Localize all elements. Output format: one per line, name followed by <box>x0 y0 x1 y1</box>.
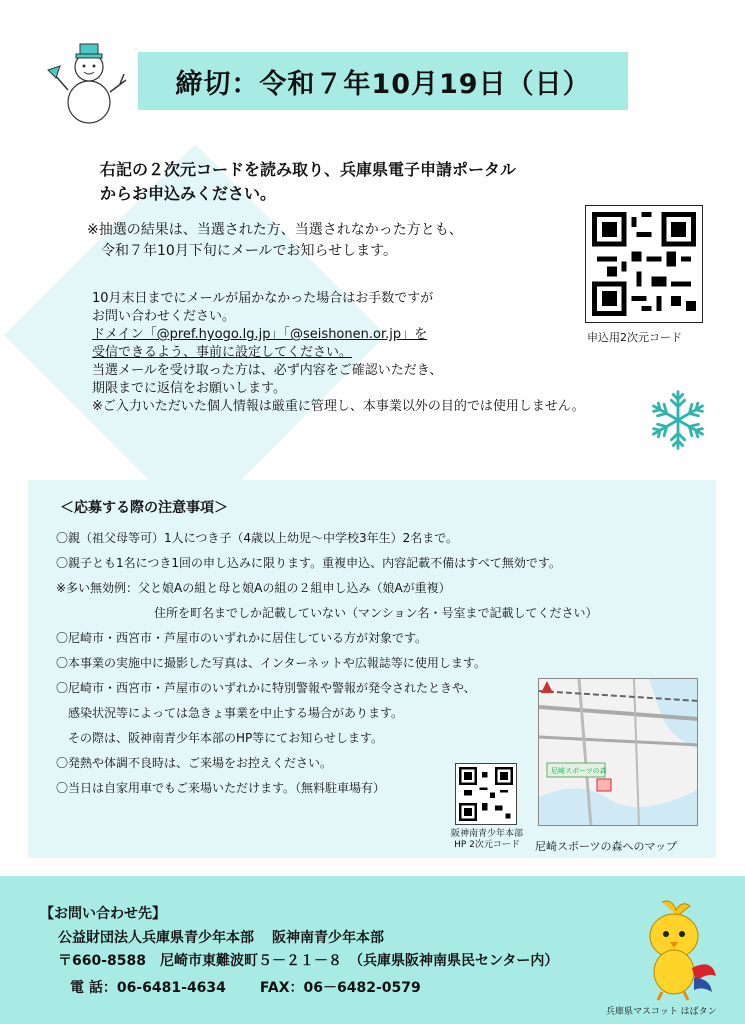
list-item: 感染状況等によっては急きょ事業を中止する場合があります。 <box>68 706 404 720</box>
snowman-icon <box>44 30 134 126</box>
contact-phone-fax <box>58 977 558 1000</box>
list-item: 〇尼崎市・西宮市・芦屋市のいずれかに特別警報や警報が発令されたときや、 <box>56 681 476 695</box>
qr-code-icon <box>592 212 696 316</box>
note-line: ※ご入力いただいた個人情報は厳重に管理し、本事業以外の目的では使用しません。 <box>92 399 585 414</box>
instruction-line: 右記の２次元コードを読み取り、兵庫県電子申請ポータル <box>100 160 517 179</box>
mascot-label: 兵庫県マスコット はばタン <box>606 1007 717 1017</box>
hp-qr-code[interactable] <box>455 763 517 825</box>
list-item: 〇親（祖父母等可）1人につき子（4歳以上幼児～中学校3年生）2名まで。 <box>56 531 459 545</box>
qr-code-icon <box>459 767 513 821</box>
contact-tel: 電 話：06-6481-4634 <box>70 980 226 996</box>
venue-map[interactable] <box>538 678 698 826</box>
map-caption: 尼崎スポーツの森へのマップ <box>535 840 678 853</box>
deadline-banner: 締切：令和７年10月19日（日） <box>138 52 628 110</box>
note-line: 当選メールを受け取った方は、必ず内容をご確認いただき、 <box>92 363 443 378</box>
list-item: その際は、阪神南青少年本部のHP等にてお知らせします。 <box>68 731 383 745</box>
list-item: 住所を町名までしか記載していない（マンション名・号室まで記載してください） <box>154 606 598 620</box>
contact-address: 〒660-8588 尼崎市東難波町５－２１－８ （兵庫県阪神南県民センター内） <box>58 953 559 969</box>
hp-qr-label-line: 阪神南青少年本部 <box>450 829 523 839</box>
cautions-title: ＜応募する際の注意事項＞ <box>60 500 228 516</box>
contact-info <box>58 927 558 1000</box>
note-line: ドメイン「@pref.hyogo.lg.jp」「@seishonen.or.jp」を <box>92 327 428 342</box>
snowflake-icon <box>645 385 711 455</box>
instruction-line: からお申込みください。 <box>100 184 277 203</box>
notice-line: 令和７年10月下旬にメールでお知らせします。 <box>101 243 397 259</box>
note-line: 受信できるよう、事前に設定してください。 <box>92 345 353 360</box>
apply-qr-label: 申込用2次元コード <box>587 331 682 344</box>
lottery-notice <box>87 220 463 262</box>
note-line: お問い合わせください。 <box>92 309 236 324</box>
email-notes <box>92 290 585 416</box>
list-item: 〇当日は自家用車でもご来場いただけます。（無料駐車場有） <box>56 781 386 795</box>
cautions-list <box>56 526 597 801</box>
contact-org-name: 公益財団法人兵庫県青少年本部 <box>58 930 254 946</box>
application-instruction <box>100 158 516 206</box>
mascot-habatan-icon <box>632 898 718 1002</box>
hp-qr-label <box>445 829 529 851</box>
list-item: 〇本事業の実施中に撮影した写真は、インターネットや広報誌等に使用します。 <box>56 656 486 670</box>
contact-org-branch: 阪神南青少年本部 <box>272 930 384 946</box>
map-graphic <box>539 679 698 826</box>
list-item: 〇尼崎市・西宮市・芦屋市のいずれかに居住している方が対象です。 <box>56 631 428 645</box>
contact-title: 【お問い合わせ先】 <box>40 906 166 922</box>
apply-qr-code[interactable] <box>585 205 703 323</box>
hp-qr-label-line: HP 2次元コード <box>454 840 520 850</box>
map-place-label: 尼崎スポーツの森 <box>551 767 607 775</box>
note-line: 期限までに返信をお願いします。 <box>92 381 286 396</box>
contact-fax: FAX：06－6482-0579 <box>259 980 421 996</box>
list-item: 〇発熱や体調不良時は、ご来場をお控えください。 <box>56 756 333 770</box>
contact-org <box>58 927 558 950</box>
list-item: ※多い無効例：父と娘Aの組と母と娘Aの組の２組申し込み（娘Aが重複） <box>56 581 451 595</box>
notice-line: ※抽選の結果は、当選された方、当選されなかった方とも、 <box>87 222 463 238</box>
list-item: 〇親子とも1名につき1回の申し込みに限ります。重複申込、内容記載不備はすべて無効です。 <box>56 556 561 570</box>
note-line: 10月末日までにメールが届かなかった場合はお手数ですが <box>92 291 434 306</box>
